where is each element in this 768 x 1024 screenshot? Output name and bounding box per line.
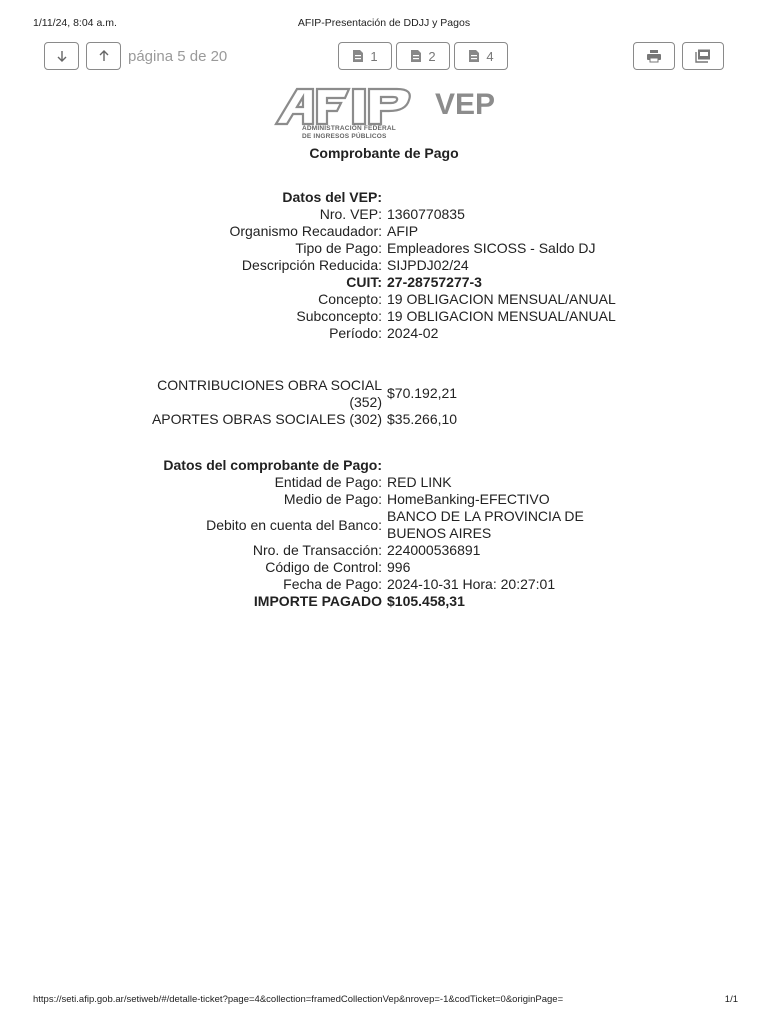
next-page-button[interactable] bbox=[44, 42, 79, 70]
document-icon bbox=[352, 49, 364, 63]
pdf-icon bbox=[695, 49, 711, 63]
doc-button-1[interactable] bbox=[338, 42, 392, 70]
vep-logo-text: VEP bbox=[435, 88, 496, 121]
pdf-button[interactable] bbox=[682, 42, 724, 70]
doc-button-label: 1 bbox=[370, 48, 378, 64]
print-title: AFIP-Presentación de DDJJ y Pagos bbox=[297, 17, 471, 29]
doc-title: Comprobante de Pago bbox=[309, 145, 459, 161]
print-datetime: 1/11/24, 8:04 a.m. bbox=[33, 17, 117, 29]
logo-line-2: DE INGRESOS PÚBLICOS bbox=[302, 132, 387, 140]
document-icon bbox=[468, 49, 480, 63]
logo-subtitle bbox=[302, 125, 396, 140]
document-icon bbox=[410, 49, 422, 63]
printer-icon bbox=[646, 49, 662, 63]
doc-button-2[interactable] bbox=[396, 42, 450, 70]
doc-button-label: 2 bbox=[428, 48, 436, 64]
logo-line-1: ADMINISTRACIÓN FEDERAL bbox=[302, 125, 396, 132]
arrow-up-icon bbox=[97, 49, 111, 63]
pager-text: página 5 de 20 bbox=[128, 48, 228, 65]
print-page-number: 1/1 bbox=[724, 994, 738, 1005]
previous-page-button[interactable] bbox=[86, 42, 121, 70]
print-url: https://seti.afip.gob.ar/setiweb/#/detalle-ticket?page=4&collection=framedCollectionVep&nrovep=-1&codTicket=0&originPage= bbox=[33, 994, 564, 1005]
doc-button-4[interactable] bbox=[454, 42, 508, 70]
doc-button-label: 4 bbox=[486, 48, 494, 64]
arrow-down-icon bbox=[55, 49, 69, 63]
print-button[interactable] bbox=[633, 42, 675, 70]
